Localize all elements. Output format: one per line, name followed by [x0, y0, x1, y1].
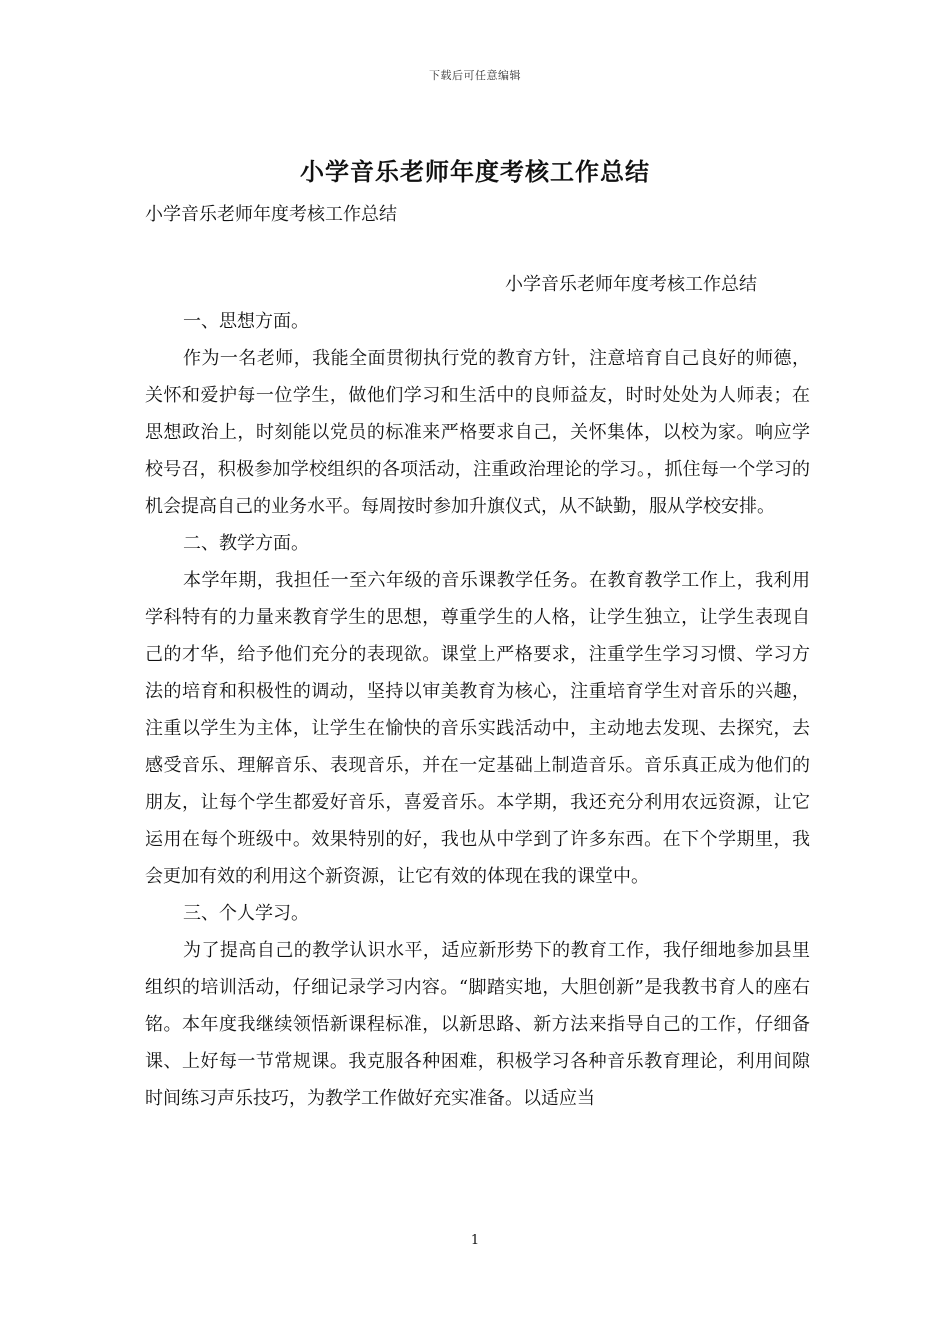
header-note: 下载后可任意编辑: [429, 69, 521, 82]
document-subtitle: 小学音乐老师年度考核工作总结: [145, 204, 397, 225]
document-body: [145, 266, 810, 1117]
document-title: 小学音乐老师年度考核工作总结: [300, 157, 650, 186]
section-heading-study: 三、个人学习。: [183, 903, 309, 924]
paragraph-study: 为了提高自己的教学认识水平，适应新形势下的教育工作，我仔细地参加县里组织的培训活动，仔细记录学习内容。“脚踏实地，大胆创新”是我教书育人的座右铭。本年度我继续领悟新课程标准，以新思路、新方法来指导自己的工作，仔细备课、上好每一节常规课。我克服各种困难，积极学习各种音乐教育理论，利用间隙时间练习声乐技巧，为教学工作做好充实准备。以适应当: [145, 940, 810, 1109]
section-heading-teaching: 二、教学方面。: [183, 533, 309, 554]
paragraph-thought: 作为一名老师，我能全面贯彻执行党的教育方针，注意培育自己良好的师德，关怀和爱护每一位学生，做他们学习和生活中的良师益友，时时处处为人师表；在思想政治上，时刻能以党员的标准来严格要求自己，关怀集体，以校为家。响应学校号召，积极参加学校组织的各项活动，注重政治理论的学习。，抓住每一个学习的机会提高自己的业务水平。每周按时参加升旗仪式，从不缺勤，服从学校安排。: [145, 348, 810, 517]
paragraph-teaching: 本学年期，我担任一至六年级的音乐课教学任务。在教育教学工作上，我利用学科特有的力量来教育学生的思想，尊重学生的人格，让学生独立，让学生表现自己的才华，给予他们充分的表现欲。课堂上严格要求，注重学生学习习惯、学习方法的培育和积极性的调动，坚持以审美教育为核心，注重培育学生对音乐的兴趣，注重以学生为主体，让学生在愉快的音乐实践活动中，主动地去发现、去探究，去感受音乐、理解音乐、表现音乐，并在一定基础上制造音乐。音乐真正成为他们的朋友，让每个学生都爱好音乐，喜爱音乐。本学期，我还充分利用农远资源，让它运用在每个班级中。效果特别的好，我也从中学到了许多东西。在下个学期里，我会更加有效的利用这个新资源，让它有效的体现在我的课堂中。: [145, 570, 810, 887]
right-aligned-title: 小学音乐老师年度考核工作总结: [505, 274, 757, 295]
page-number: 1: [470, 1233, 480, 1248]
section-heading-thought: 一、思想方面。: [183, 311, 309, 332]
